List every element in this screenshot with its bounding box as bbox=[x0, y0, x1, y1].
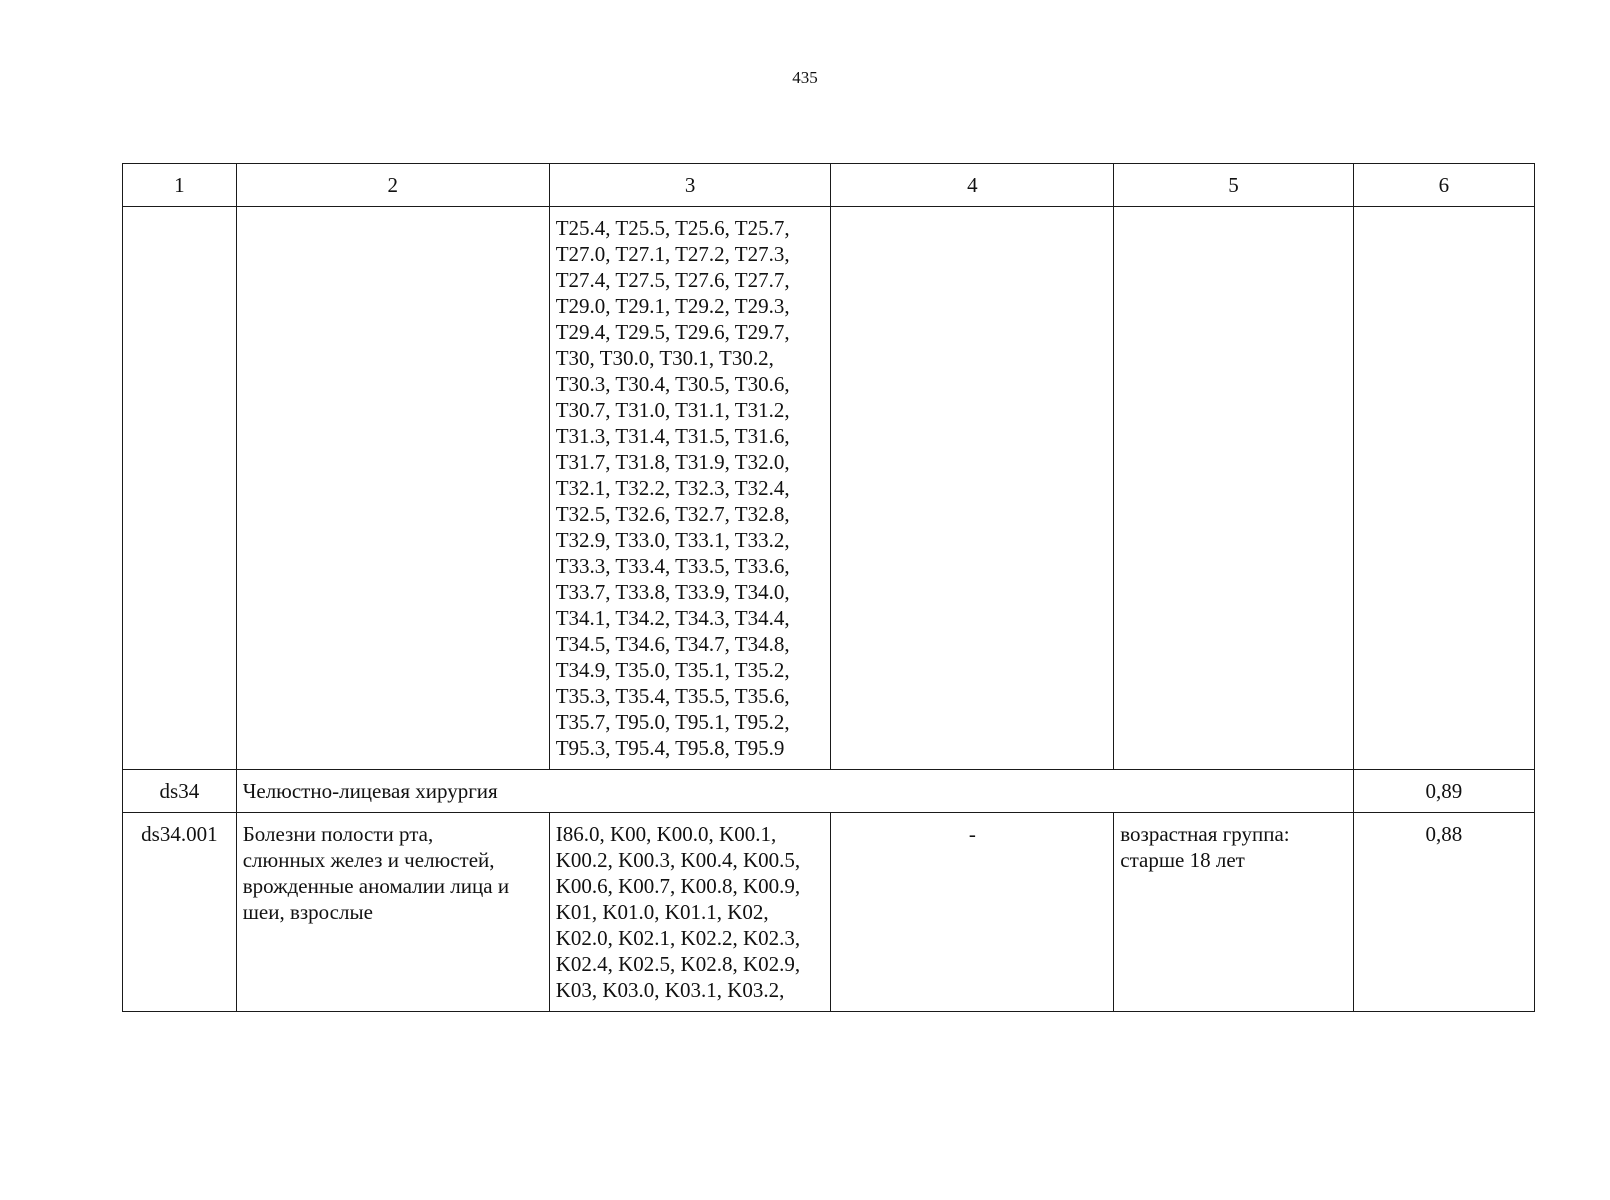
section-coefficient: 0,89 bbox=[1353, 770, 1534, 813]
item-name-line: шеи, взрослые bbox=[242, 900, 373, 924]
continuation-col4-cell bbox=[831, 207, 1114, 770]
item-col4: - bbox=[831, 813, 1114, 1012]
criteria-line: возрастная группа: bbox=[1120, 822, 1290, 846]
code-line: T33.3, T33.4, T33.5, T33.6, bbox=[555, 554, 790, 578]
header-col-1: 1 bbox=[123, 164, 237, 207]
code-line: T35.7, T95.0, T95.1, T95.2, bbox=[555, 710, 790, 734]
section-code: ds34 bbox=[123, 770, 237, 813]
continuation-code-cell bbox=[123, 207, 237, 770]
tariff-table bbox=[122, 163, 1535, 1012]
code-line: T32.9, T33.0, T33.1, T33.2, bbox=[555, 528, 790, 552]
section-row bbox=[123, 770, 1535, 813]
code-line: T31.3, T31.4, T31.5, T31.6, bbox=[555, 424, 790, 448]
header-col-5: 5 bbox=[1114, 164, 1354, 207]
code-line: T27.0, T27.1, T27.2, T27.3, bbox=[555, 242, 790, 266]
header-col-2: 2 bbox=[236, 164, 549, 207]
continuation-name-cell bbox=[236, 207, 549, 770]
code-line: T35.3, T35.4, T35.5, T35.6, bbox=[555, 684, 790, 708]
continuation-criteria-cell bbox=[1114, 207, 1354, 770]
item-code: ds34.001 bbox=[123, 813, 237, 1012]
continuation-diagnosis-codes bbox=[549, 207, 831, 770]
code-line: K03, K03.0, K03.1, K03.2, bbox=[555, 978, 785, 1002]
code-line: T27.4, T27.5, T27.6, T27.7, bbox=[555, 268, 790, 292]
code-line: K02.0, K02.1, K02.2, K02.3, bbox=[555, 926, 801, 950]
code-line: K00.6, K00.7, K00.8, K00.9, bbox=[555, 874, 801, 898]
code-line: T31.7, T31.8, T31.9, T32.0, bbox=[555, 450, 790, 474]
code-line: K02.4, K02.5, K02.8, K02.9, bbox=[555, 952, 801, 976]
code-line: I86.0, K00, K00.0, K00.1, bbox=[555, 822, 777, 846]
code-line: T30, T30.0, T30.1, T30.2, bbox=[555, 346, 774, 370]
code-line: T32.5, T32.6, T32.7, T32.8, bbox=[555, 502, 790, 526]
code-line: T30.3, T30.4, T30.5, T30.6, bbox=[555, 372, 790, 396]
code-line: T34.5, T34.6, T34.7, T34.8, bbox=[555, 632, 790, 656]
code-line: T30.7, T31.0, T31.1, T31.2, bbox=[555, 398, 790, 422]
section-name: Челюстно-лицевая хирургия bbox=[236, 770, 1353, 813]
code-line: K01, K01.0, K01.1, K02, bbox=[555, 900, 769, 924]
code-line: T32.1, T32.2, T32.3, T32.4, bbox=[555, 476, 790, 500]
item-diagnosis-codes bbox=[549, 813, 831, 1012]
code-line: T34.9, T35.0, T35.1, T35.2, bbox=[555, 658, 790, 682]
item-name-line: врожденные аномалии лица и bbox=[242, 874, 510, 898]
item-coefficient: 0,88 bbox=[1353, 813, 1534, 1012]
code-line: T29.0, T29.1, T29.2, T29.3, bbox=[555, 294, 790, 318]
header-row bbox=[123, 164, 1535, 207]
item-name bbox=[236, 813, 549, 1012]
header-col-6: 6 bbox=[1353, 164, 1534, 207]
continuation-coefficient-cell bbox=[1353, 207, 1534, 770]
code-line: T25.4, T25.5, T25.6, T25.7, bbox=[555, 216, 790, 240]
code-line: T34.1, T34.2, T34.3, T34.4, bbox=[555, 606, 790, 630]
item-row bbox=[123, 813, 1535, 1012]
item-name-line: слюнных желез и челюстей, bbox=[242, 848, 495, 872]
item-criteria bbox=[1114, 813, 1354, 1012]
code-line: T33.7, T33.8, T33.9, T34.0, bbox=[555, 580, 790, 604]
item-name-line: Болезни полости рта, bbox=[242, 822, 434, 846]
code-line: K00.2, K00.3, K00.4, K00.5, bbox=[555, 848, 801, 872]
header-col-3: 3 bbox=[549, 164, 831, 207]
code-line: T95.3, T95.4, T95.8, T95.9 bbox=[555, 736, 785, 760]
page-number: 435 bbox=[792, 68, 818, 87]
continuation-row bbox=[123, 207, 1535, 770]
code-line: T29.4, T29.5, T29.6, T29.7, bbox=[555, 320, 790, 344]
header-col-4: 4 bbox=[831, 164, 1114, 207]
criteria-line: старше 18 лет bbox=[1120, 848, 1245, 872]
